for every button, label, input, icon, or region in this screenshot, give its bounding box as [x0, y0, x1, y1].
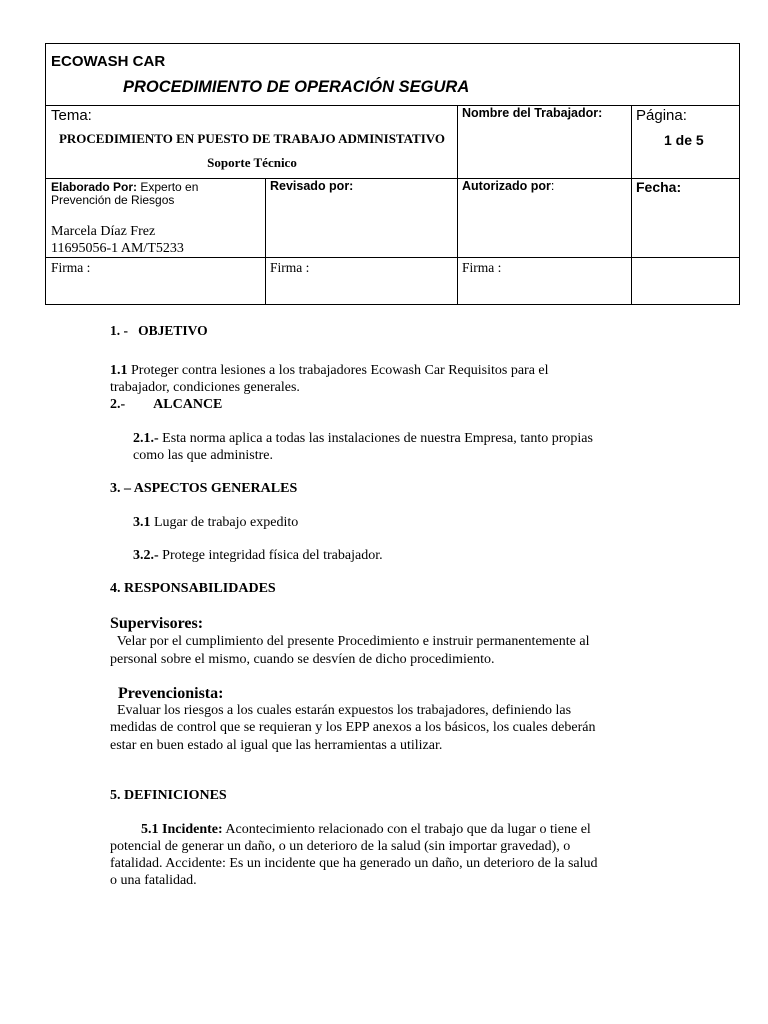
elaborado-name: Marcela Díaz Frez [51, 224, 156, 239]
section-2-title: ALCANCE [153, 397, 223, 412]
section-1-1-text-b: trabajador, condiciones generales. [110, 380, 300, 395]
elaborado-por [51, 181, 256, 207]
revisado-label: Revisado por: [270, 179, 354, 193]
autorizado-colon: : [550, 179, 555, 193]
header-row-divider-1 [46, 105, 739, 106]
section-5-1-text-b: potencial de generar un daño, o un deterioro de la salud (sin importar gravedad), o [110, 839, 571, 854]
section-5-1-text-a: Acontecimiento relacionado con el trabajo que da lugar o tiene el [222, 822, 591, 837]
section-3-1-number: 3.1 [133, 515, 151, 530]
elaborado-value: Experto en Prevención de Riesgos [51, 180, 199, 207]
section-3-1-text: Lugar de trabajo expedito [150, 515, 299, 530]
section-5-1-number: 5.1 Incidente: [141, 822, 223, 837]
autorizado-label [462, 179, 554, 193]
pagina-value: 1 de 5 [664, 132, 704, 148]
section-1-number: 1. - [110, 323, 128, 338]
pagina-label: Página: [636, 107, 687, 124]
autorizado-label-text: Autorizado por [462, 179, 551, 193]
company-name: ECOWASH CAR [51, 53, 166, 70]
prevencionista-heading: Prevencionista: [118, 685, 224, 702]
section-4-heading: 4. RESPONSABILIDADES [110, 581, 276, 596]
header-col-divider-pagina [631, 105, 632, 304]
section-3-1 [133, 514, 298, 531]
section-5-1-text-c: fatalidad. Accidente: Es un incidente que ha generado un daño, un deterioro de la salud [110, 856, 598, 871]
supervisores-heading: Supervisores: [110, 615, 204, 632]
section-1-1-number: 1.1 [110, 363, 128, 378]
elaborado-label: Elaborado Por: [51, 180, 138, 194]
header-table [45, 43, 740, 305]
section-2-1-line1 [133, 430, 657, 447]
section-2-number: 2.- [110, 397, 126, 412]
section-1-heading [110, 322, 208, 339]
elaborado-id: 11695056-1 AM/T5233 [51, 241, 184, 256]
section-1-1-text-a: Proteger contra lesiones a los trabajadores Ecowash Car Requisitos para el [127, 363, 549, 378]
prevencionista-text-a: Evaluar los riesgos a los cuales estarán expuestos los trabajadores, definiendo las [110, 703, 572, 718]
section-5-heading: 5. DEFINICIONES [110, 788, 227, 803]
tema-value-line2: Soporte Técnico [207, 155, 297, 170]
section-2-1-number: 2.1.- [133, 431, 159, 446]
section-1-title: OBJETIVO [138, 323, 208, 338]
prevencionista-text-c: estar en buen estado al igual que las herramientas a utilizar. [110, 738, 443, 753]
firma-autorizado: Firma : [462, 260, 502, 275]
tema-label: Tema: [51, 107, 92, 124]
firma-elaborado: Firma : [51, 260, 91, 275]
fecha-label: Fecha: [636, 179, 682, 195]
section-3-2-text: Protege integridad física del trabajador. [158, 548, 383, 563]
procedure-title: PROCEDIMIENTO DE OPERACIÓN SEGURA [123, 78, 470, 96]
header-row-divider-3 [46, 257, 739, 258]
section-5-1-text-d: o una fatalidad. [110, 873, 197, 888]
section-3-heading: 3. – ASPECTOS GENERALES [110, 481, 298, 496]
section-2-heading [110, 396, 222, 413]
section-2-1-text-a: Esta norma aplica a todas las instalaciones de nuestra Empresa, tanto propias [158, 431, 593, 446]
supervisores-text-a: Velar por el cumplimiento del presente Procedimiento e instruir permanentemente al [110, 634, 590, 649]
prevencionista-text-b: medidas de control que se requieran y los EPP anexos a los básicos, los cuales deberán [110, 720, 596, 735]
section-1-1-line1 [110, 362, 630, 379]
firma-revisado: Firma : [270, 260, 310, 275]
supervisores-text-b: personal sobre el mismo, cuando se desvíen de dicho procedimiento. [110, 652, 495, 667]
section-2-1-text-b: como las que administre. [133, 448, 273, 463]
nombre-trabajador-label: Nombre del Trabajador: [462, 106, 603, 120]
section-5-1-line1 [141, 821, 591, 838]
tema-value-line1: PROCEDIMIENTO EN PUESTO DE TRABAJO ADMINISTATIVO [58, 131, 446, 146]
section-3-2 [133, 547, 383, 564]
header-col-divider-revisado [265, 178, 266, 304]
section-3-2-number: 3.2.- [133, 548, 159, 563]
